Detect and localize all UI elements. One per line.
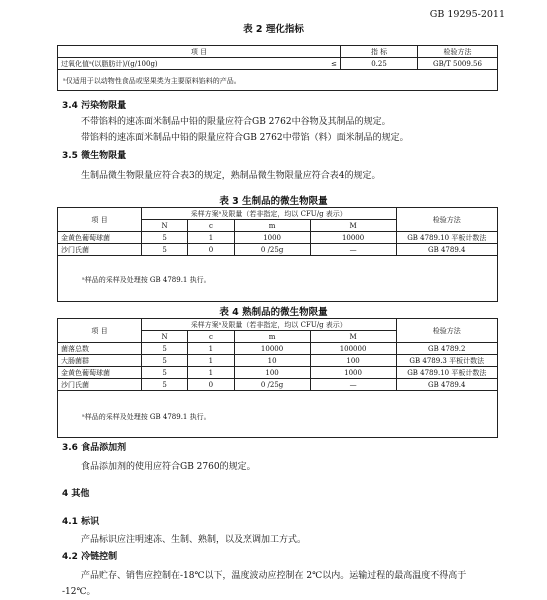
table2-caption: 表 2 理化指标 <box>243 24 304 35</box>
table4-note: ᵃ样品的采样及处理按 GB 4789.1 执行。 <box>82 413 211 421</box>
table2-header-method: 检验方法 <box>418 46 498 58</box>
section-3-6-heading: 3.6 食品添加剂 <box>62 443 127 453</box>
section-4-1-heading: 4.1 标识 <box>62 517 100 527</box>
section-3-5-heading: 3.5 微生物限量 <box>62 151 127 161</box>
table-row <box>58 343 498 355</box>
table-row <box>58 379 498 391</box>
table3-header-plan: 采样方案ᵃ及限量（若非指定，均以 CFU/g 表示） <box>141 208 396 220</box>
table3-note: ᵃ样品的采样及处理按 GB 4789.1 执行。 <box>82 276 211 284</box>
table3-cell: GB 4789.10 平板计数法 <box>396 232 497 244</box>
section-4-2-heading: 4.2 冷链控制 <box>62 552 118 562</box>
table2-op: ≤ <box>314 58 341 70</box>
table4-cell: 沙门氏菌 <box>58 379 142 391</box>
table3-cell: 0 <box>188 244 234 256</box>
table3-cell: 1000 <box>234 232 310 244</box>
table3-sub-m: m <box>234 220 310 232</box>
table4-cell: 5 <box>141 343 187 355</box>
table4-sub-m: m <box>234 331 310 343</box>
table3-cell: — <box>310 244 396 256</box>
table4-cell: 0 /25g <box>234 379 310 391</box>
table3-sub-c: c <box>188 220 234 232</box>
standard-number: GB 19295-2011 <box>429 9 505 20</box>
table3-cell: 5 <box>141 244 187 256</box>
section-4-2-p1: 产品贮存、销售应控制在-18℃以下，温度波动应控制在 2℃以内。运输过程的最高温度不得高于 <box>81 571 467 581</box>
table4-cell: 5 <box>141 355 187 367</box>
table4-cell: 5 <box>141 367 187 379</box>
table2 <box>57 45 498 70</box>
table2-item: 过氧化值ᵃ(以脂肪计)/(g/100g) <box>58 58 315 70</box>
table4-caption: 表 4 熟制品的微生物限量 <box>219 307 328 318</box>
table2-note: ᵃ仅适用于以动物性食品或坚果类为主要原料馅料的产品。 <box>63 77 241 85</box>
section-3-6-p1: 食品添加剂的使用应符合GB 2760的规定。 <box>81 462 256 472</box>
section-3-4-p2: 带馅料的速冻面米制品中铅的限量应符合GB 2762中带馅（料）面米制品的规定。 <box>81 133 409 143</box>
table-row <box>58 58 498 70</box>
table-row <box>58 367 498 379</box>
table3-sub-M: M <box>310 220 396 232</box>
section-4-1-p1: 产品标识应注明速冻、生制、熟制，以及烹调加工方式。 <box>81 535 307 545</box>
table4-cell: GB 4789.10 平板计数法 <box>396 367 497 379</box>
table3 <box>57 207 498 256</box>
table4-header-item: 项 目 <box>58 319 142 343</box>
section-3-4-heading: 3.4 污染物限量 <box>62 101 127 111</box>
table-row <box>58 244 498 256</box>
section-4-2-p2: -12℃。 <box>62 587 96 597</box>
section-4-heading: 4 其他 <box>62 489 90 499</box>
table3-cell: 金黄色葡萄球菌 <box>58 232 142 244</box>
table4-cell: 10 <box>234 355 310 367</box>
table3-cell: GB 4789.4 <box>396 244 497 256</box>
section-3-5-p1: 生制品微生物限量应符合表3的规定，熟制品微生物限量应符合表4的规定。 <box>81 171 381 181</box>
table4-sub-c: c <box>188 331 234 343</box>
table-row <box>58 355 498 367</box>
table3-cell: 5 <box>141 232 187 244</box>
table3-caption: 表 3 生制品的微生物限量 <box>219 196 328 207</box>
table4-cell: 菌落总数 <box>58 343 142 355</box>
table4-cell: GB 4789.3 平板计数法 <box>396 355 497 367</box>
table4-cell: 1 <box>188 367 234 379</box>
table-row <box>58 232 498 244</box>
table4-cell: 100000 <box>310 343 396 355</box>
table3-cell: 0 /25g <box>234 244 310 256</box>
table4-cell: GB 4789.4 <box>396 379 497 391</box>
table4-cell: 100 <box>310 355 396 367</box>
table4-cell: 1000 <box>310 367 396 379</box>
table4-cell: 1 <box>188 355 234 367</box>
table4-cell: 0 <box>188 379 234 391</box>
table4-cell: 1 <box>188 343 234 355</box>
table4 <box>57 318 498 391</box>
table4-cell: 金黄色葡萄球菌 <box>58 367 142 379</box>
table2-value: 0.25 <box>341 58 418 70</box>
table3-sub-n: N <box>141 220 187 232</box>
table4-sub-n: N <box>141 331 187 343</box>
table4-cell: — <box>310 379 396 391</box>
table4-header-plan: 采样方案ᵃ及限量（若非指定，均以 CFU/g 表示） <box>141 319 396 331</box>
table4-header-method: 检验方法 <box>396 319 497 343</box>
table3-cell: 沙门氏菌 <box>58 244 142 256</box>
table3-header-method: 检验方法 <box>396 208 497 232</box>
table3-cell: 1 <box>188 232 234 244</box>
section-3-4-p1: 不带馅料的速冻面米制品中铅的限量应符合GB 2762中谷物及其制品的规定。 <box>81 117 391 127</box>
table3-cell: 10000 <box>310 232 396 244</box>
table4-cell: 10000 <box>234 343 310 355</box>
table3-header-item: 项 目 <box>58 208 142 232</box>
table4-cell: GB 4789.2 <box>396 343 497 355</box>
table2-method: GB/T 5009.56 <box>418 58 498 70</box>
table4-cell: 100 <box>234 367 310 379</box>
table4-cell: 大肠菌群 <box>58 355 142 367</box>
table4-sub-M: M <box>310 331 396 343</box>
table2-header-limit: 指 标 <box>341 46 418 58</box>
table2-header-item: 项 目 <box>58 46 341 58</box>
table4-cell: 5 <box>141 379 187 391</box>
